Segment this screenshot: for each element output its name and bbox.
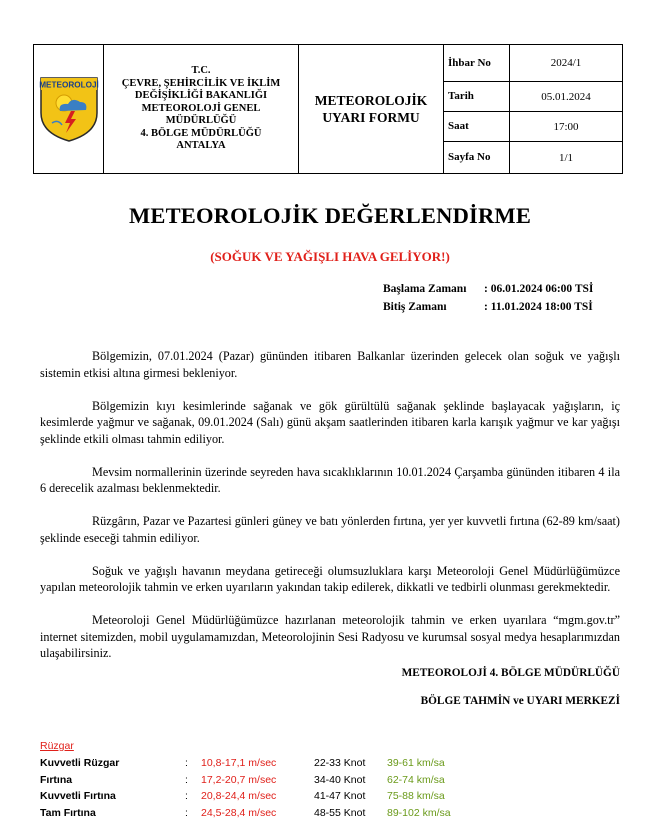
wind-ms: 20,8-24,4 m/sec	[201, 790, 277, 803]
wind-row	[40, 755, 477, 772]
wind-scale-table	[40, 740, 477, 821]
wind-kmh: 75-88 km/sa	[387, 790, 445, 803]
meta-row-tarih	[444, 82, 622, 112]
form-title	[299, 45, 444, 173]
form-meta-table	[444, 45, 622, 173]
meta-label: Saat	[444, 112, 510, 141]
assessment-body	[40, 348, 620, 678]
paragraph: Soğuk ve yağışlı havanın meydana getireceği olumsuzluklara karşı Meteoroloji Genel Müdürlüğümüzce yapılan meteorolojik tahmin ve erken uyarıların yakından takip edilerek, dikkatli ve tedbirli olunması gerekmektedir.	[40, 563, 620, 594]
org-line: T.C.	[191, 65, 211, 77]
end-time-value: : 11.01.2024 18:00 TSİ	[484, 301, 593, 313]
meta-row-ihbar	[444, 45, 622, 82]
meta-value: 05.01.2024	[541, 90, 591, 103]
document-title: METEOROLOJİK DEĞERLENDİRME	[128, 203, 532, 228]
wind-ms: 24,5-28,4 m/sec	[201, 806, 277, 819]
paragraph: Bölgemizin kıyı kesimlerinde sağanak ve gök gürültülü sağanak şeklinde başlayacak yağışların, iç kesimlerde yağmur ve sağanak, 09.01.2024 (Salı) günü akşam saatlerinden itibaren karla karışık yağmur ve kar yağışı şeklinde etkili olması tahmin ediliyor.	[40, 398, 620, 446]
wind-ms: 10,8-17,1 m/sec	[201, 757, 277, 770]
wind-row	[40, 805, 477, 822]
wind-sep: :	[185, 790, 188, 803]
signature-line-1: METEOROLOJİ 4. BÖLGE MÜDÜRLÜĞÜ	[401, 667, 620, 679]
wind-knot: 41-47 Knot	[314, 790, 366, 803]
meta-label: Tarih	[444, 82, 510, 111]
start-time-value: : 06.01.2024 06:00 TSİ	[484, 283, 594, 295]
meta-value: 17:00	[553, 120, 579, 133]
wind-knot: 22-33 Knot	[314, 757, 366, 770]
paragraph: Bölgemizin, 07.01.2024 (Pazar) gününden itibaren Balkanlar üzerinden gelecek olan soğuk ve yağışlı sistemin etkisi altına girmesi bekleniyor.	[40, 349, 620, 380]
validity-times	[383, 280, 593, 316]
wind-kmh: 39-61 km/sa	[387, 757, 445, 770]
form-title-line: METEOROLOJİK	[314, 93, 428, 108]
logo-cell	[34, 45, 104, 173]
meta-row-saat	[444, 112, 622, 142]
wind-sep: :	[185, 806, 188, 819]
org-line: METEOROLOJİ GENEL	[141, 102, 261, 114]
org-line: DEĞİŞİKLİĞİ BAKANLIĞI	[134, 90, 268, 102]
svg-text:METEOROLOJİ: METEOROLOJİ	[38, 80, 99, 90]
document-header	[33, 44, 623, 174]
meta-value: 1/1	[558, 151, 574, 164]
wind-ms: 17,2-20,7 m/sec	[201, 773, 277, 786]
wind-name: Kuvvetli Rüzgar	[40, 757, 120, 770]
wind-name: Kuvvetli Fırtına	[40, 790, 116, 803]
end-time-row	[383, 298, 593, 316]
wind-sep: :	[185, 773, 188, 786]
wind-name: Tam Fırtına	[40, 806, 96, 819]
document-subtitle: (SOĞUK VE YAĞIŞLI HAVA GELİYOR!)	[210, 249, 450, 264]
meta-label: Sayfa No	[444, 142, 510, 173]
wind-row	[40, 772, 477, 789]
end-time-label: Bitiş Zamanı	[383, 301, 447, 313]
meta-label: İhbar No	[444, 45, 510, 81]
wind-kmh: 62-74 km/sa	[387, 773, 445, 786]
organization-block	[104, 45, 299, 173]
org-line: ANTALYA	[176, 140, 226, 152]
wind-kmh: 89-102 km/sa	[387, 806, 451, 819]
paragraph: Rüzgârın, Pazar ve Pazartesi günleri güney ve batı yönlerden fırtına, yer yer kuvvetli fırtına (62-89 km/saat) şeklinde eseceği tahmin ediliyor.	[40, 514, 620, 545]
wind-heading: Rüzgar	[40, 740, 74, 752]
meta-value: 2024/1	[550, 57, 582, 70]
wind-knot: 48-55 Knot	[314, 806, 366, 819]
org-line: MÜDÜRLÜĞÜ	[165, 115, 237, 127]
paragraph: Mevsim normallerinin üzerinde seyreden hava sıcaklıklarının 10.01.2024 Çarşamba gününden itibaren 4 ila 6 derecelik azalması beklenmektedir.	[40, 464, 620, 495]
org-line: 4. BÖLGE MÜDÜRLÜĞÜ	[140, 127, 262, 139]
meteoroloji-logo	[38, 75, 100, 143]
form-title-line: UYARI FORMU	[322, 110, 420, 125]
wind-row	[40, 788, 477, 805]
meta-row-sayfa	[444, 142, 622, 173]
start-time-row	[383, 280, 593, 298]
paragraph: Meteoroloji Genel Müdürlüğümüzce hazırlanan meteorolojik tahmin ve erken uyarılara “mgm.gov.tr” internet sitemizden, mobil uygulamamızdan, Meteorolojinin Sesi Radyosu ve kurumsal sosyal medya hesaplarımızdan ulaşabilirsiniz.	[40, 613, 620, 660]
signature-line-2: BÖLGE TAHMİN ve UYARI MERKEZİ	[420, 695, 620, 707]
wind-name: Fırtına	[40, 773, 73, 786]
org-line: ÇEVRE, ŞEHİRCİLİK VE İKLİM	[121, 77, 281, 89]
start-time-label: Başlama Zamanı	[383, 283, 467, 295]
wind-sep: :	[185, 757, 188, 770]
wind-knot: 34-40 Knot	[314, 773, 366, 786]
